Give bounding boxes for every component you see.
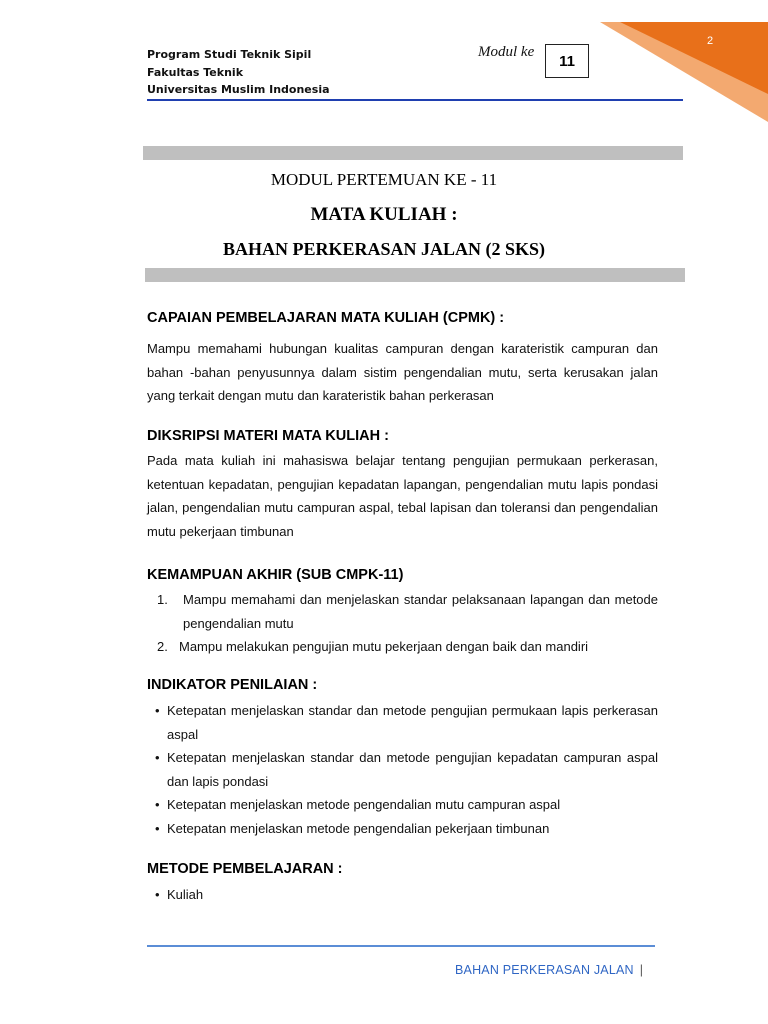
list-item [147, 793, 658, 817]
list-item-text: Ketepatan menjelaskan metode pengendalian mutu campuran aspal [167, 797, 561, 812]
cpmk-text: Mampu memahami hubungan kualitas campuran dengan karateristik campuran dan bahan -bahan penyusunnya dalam sistim pengendalian mutu, serta kerusakan jalan yang terkait dengan mutu dan karateristik bahan perkerasan [147, 341, 658, 403]
modul-number-box: 11 [545, 44, 589, 78]
description-heading: DIKSRIPSI MATERI MATA KULIAH : [147, 428, 389, 444]
indicator-heading: INDIKATOR PENILAIAN : [147, 677, 318, 693]
title-bar-top [143, 146, 683, 160]
corner-decoration [590, 22, 768, 122]
competency-list [147, 588, 658, 659]
footer-rule [147, 945, 655, 947]
bullet-icon: • [155, 887, 160, 902]
list-item [147, 699, 658, 746]
list-item-text: Mampu memahami dan menjelaskan standar pelaksanaan lapangan dan metode pengendalian mutu [183, 592, 658, 631]
list-item-number: 1. [157, 592, 168, 607]
list-item [147, 817, 658, 841]
cpmk-heading: CAPAIAN PEMBELAJARAN MATA KULIAH (CPMK) : [147, 310, 505, 326]
meeting-title: MODUL PERTEMUAN KE - 11 [270, 170, 498, 189]
modul-label: Modul ke [478, 44, 535, 60]
list-item-number: 2. [157, 639, 168, 654]
competency-heading: KEMAMPUAN AKHIR (SUB CMPK-11) [147, 567, 404, 583]
indicator-list [147, 699, 658, 840]
bullet-icon: • [155, 797, 160, 812]
list-item-text: Ketepatan menjelaskan standar dan metode pengujian kepadatan campuran aspal dan lapis pondasi [167, 750, 658, 789]
list-item-text: Kuliah [167, 887, 204, 902]
institution-line-faculty: Fakultas Teknik [147, 65, 244, 79]
bullet-icon: • [155, 750, 160, 765]
institution-block [147, 46, 330, 99]
course-name: BAHAN PERKERASAN JALAN (2 SKS) [222, 239, 546, 259]
list-item [147, 746, 658, 793]
course-label: MATA KULIAH : [310, 204, 458, 225]
list-item [147, 883, 658, 907]
list-item [147, 635, 658, 659]
institution-line-program: Program Studi Teknik Sipil [147, 48, 312, 61]
footer-title: BAHAN PERKERASAN JALAN [455, 963, 634, 977]
list-item-text: Ketepatan menjelaskan standar dan metode pengujian permukaan lapis perkerasan aspal [167, 703, 658, 742]
list-item [147, 588, 658, 635]
bullet-icon: • [155, 703, 160, 718]
list-item-text: Ketepatan menjelaskan metode pengendalian pekerjaan timbunan [167, 820, 550, 836]
footer-separator: | [639, 963, 644, 977]
list-item-text: Mampu melakukan pengujian mutu pekerjaan dengan baik dan mandiri [179, 639, 589, 654]
institution-line-university: Universitas Muslim Indonesia [147, 83, 330, 96]
method-list [147, 883, 658, 907]
description-text: Pada mata kuliah ini mahasiswa belajar tentang pengujian permukaan perkerasan, ketentuan kepadatan, pengujian kepadatan lapangan, pengendalian mutu lapis pondasi jalan, pengendalian mutu campuran aspal, tebal lapisan dan toleransi dan pengendalian mutu pekerjaan timbunan [147, 453, 658, 539]
bullet-icon: • [155, 820, 160, 836]
method-heading: METODE PEMBELAJARAN : [147, 861, 343, 877]
title-bar-bottom [145, 268, 685, 282]
page-number: 2 [707, 35, 714, 47]
footer [455, 963, 643, 977]
